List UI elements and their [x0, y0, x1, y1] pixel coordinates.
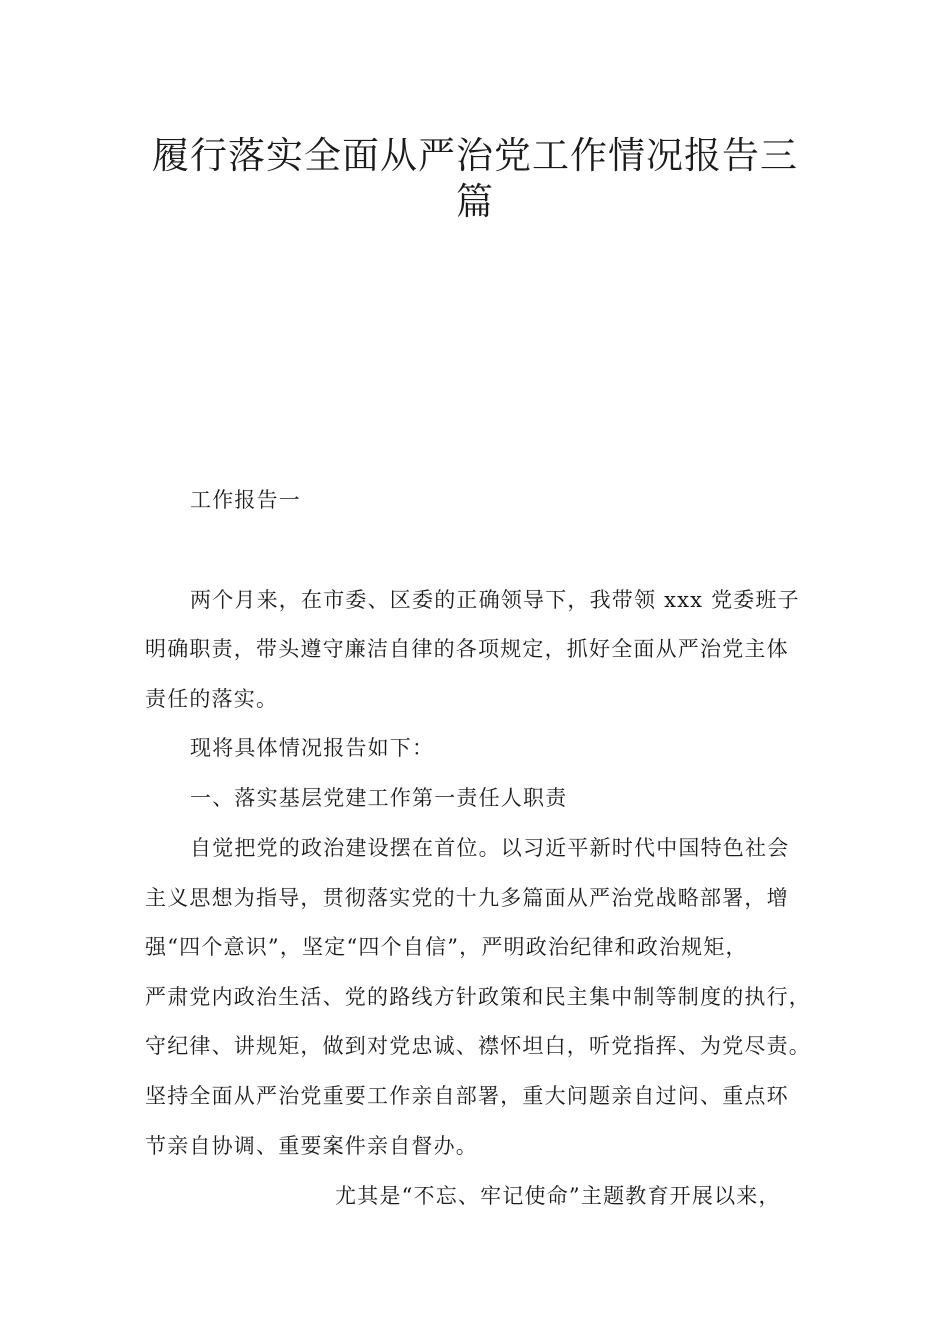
paragraph-line: 守纪律、讲规矩，做到对党忠诚、襟怀坦白，听党指挥、为党尽责。 [145, 1034, 811, 1058]
paragraph-line: 尤其是“不忘、牢记使命”主题教育开展以来， [335, 1184, 781, 1208]
paragraph-line: 主义思想为指导，贯彻落实党的十九多篇面从严治党战略部署，增 [145, 886, 789, 910]
paragraph-line: 责任的落实。 [145, 687, 279, 711]
paragraph-line: 明确职责，带头遵守廉洁自律的各项规定，抓好全面从严治党主体 [145, 637, 789, 661]
paragraph-line: 现将具体情况报告如下： [190, 736, 435, 760]
paragraph-line: 自觉把党的政治建设摆在首位。以习近平新时代中国特色社会 [190, 836, 790, 860]
paragraph-line: 严肃党内政治生活、党的路线方针政策和民主集中制等制度的执行， [145, 985, 811, 1009]
section-label: 工作报告一 [190, 488, 301, 512]
paragraph-line: 两个月来，在市委、区委的正确领导下，我带领 xxx 党委班子 [190, 588, 800, 612]
document-title-line-1: 履行落实全面从严治党工作情况报告三 [152, 134, 798, 177]
paragraph-line: 强“四个意识”，坚定“四个自信”，严明政治纪律和政治规矩， [145, 935, 748, 959]
paragraph-line: 坚持全面从严治党重要工作亲自部署，重大问题亲自过问、重点环 [145, 1084, 789, 1108]
document-title-line-2: 篇 [456, 180, 494, 223]
section-heading: 一、落实基层党建工作第一责任人职责 [190, 786, 568, 810]
paragraph-line: 节亲自协调、重要案件亲自督办。 [145, 1134, 478, 1158]
